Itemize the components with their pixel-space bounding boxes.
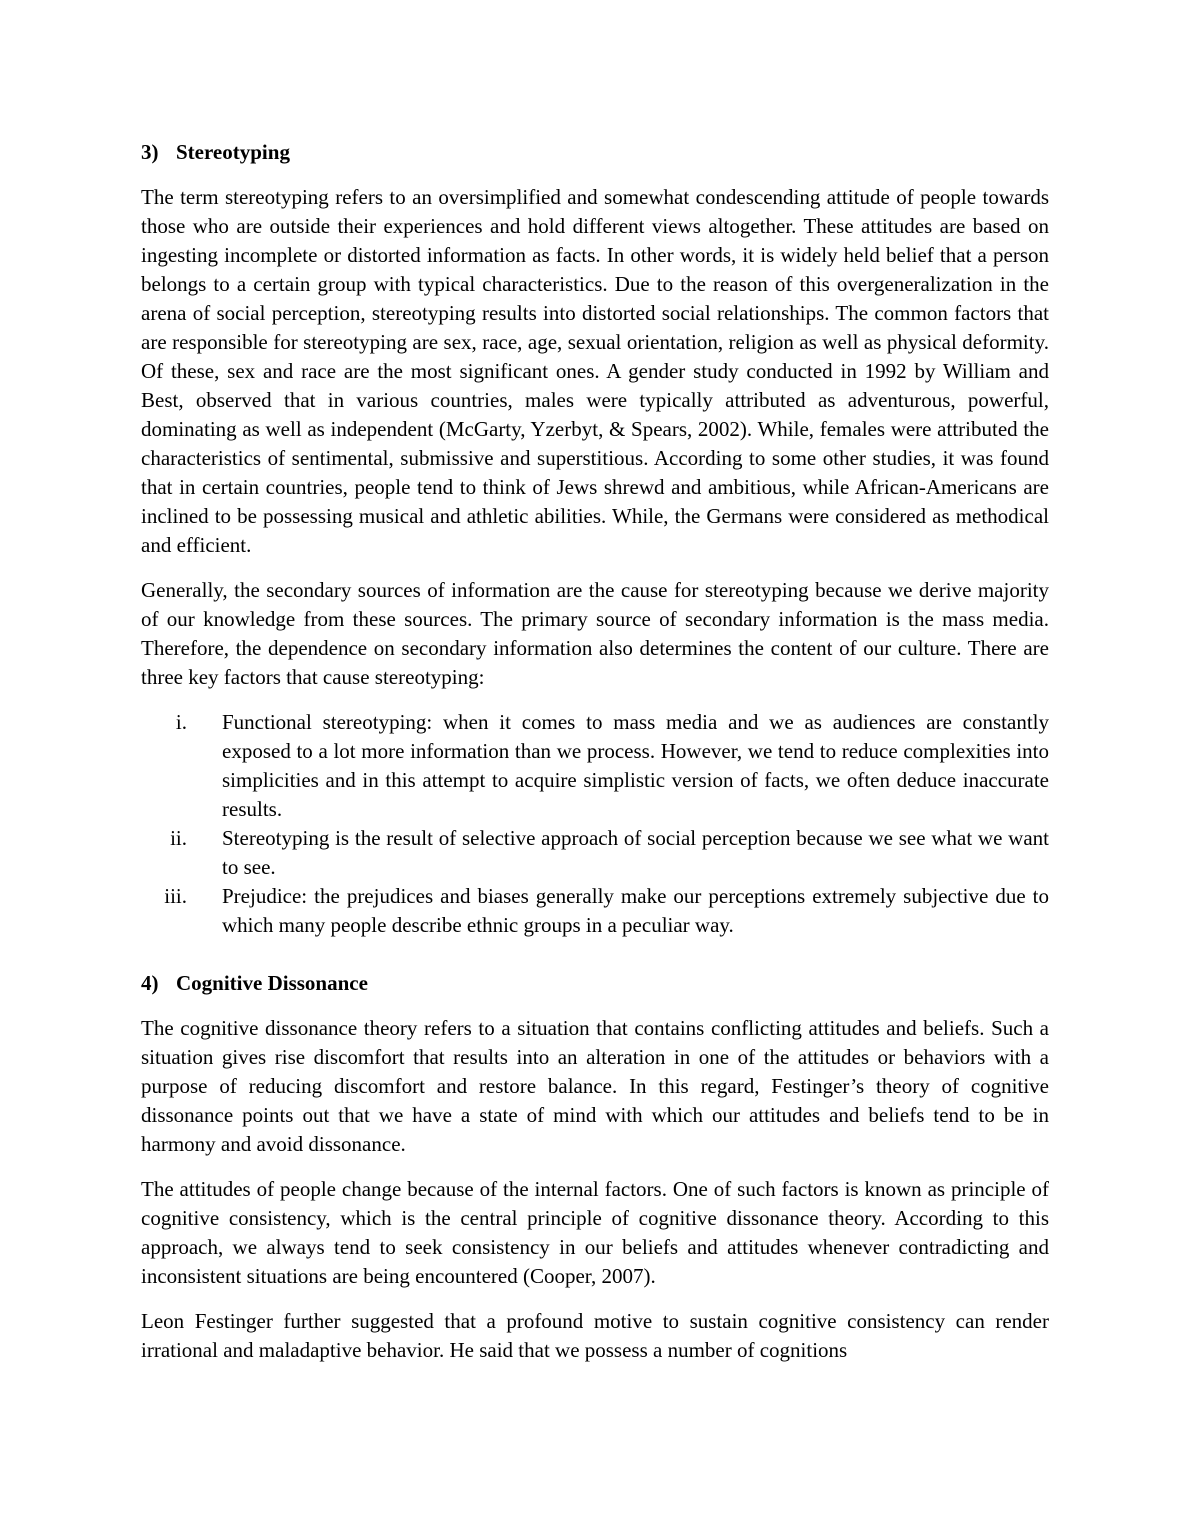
paragraph-dissonance-definition: The cognitive dissonance theory refers to a situation that contains conflicting attitudes and beliefs. Such a situation gives rise discomfort that results into an alteration in one of the attitudes or behaviors with a purpose of reducing discomfort and restore balance. In this regard, Festinger’s theory of cognitive dissonance points out that we have a state of mind with which our attitudes and beliefs tend to be in harmony and avoid dissonance.: [141, 1016, 1049, 1156]
list-marker: iii.: [164, 884, 187, 908]
paragraph-dissonance-consistency: The attitudes of people change because of the internal factors. One of such factors is known as principle of cognitive consistency, which is the central principle of cognitive dissonance theory. According to this approach, we always tend to seek consistency in our beliefs and attitudes whenever contradicting and inconsistent situations are being encountered (Cooper, 2007).: [141, 1177, 1049, 1288]
paragraph-dissonance-festinger: Leon Festinger further suggested that a profound motive to sustain cognitive consistency can render irrational and maladaptive behavior. He said that we possess a number of cognitions: [141, 1309, 1049, 1362]
section-number: 3): [141, 140, 159, 164]
list-item: [141, 708, 1049, 824]
paragraph-stereotyping-sources: Generally, the secondary sources of information are the cause for stereotyping because we derive majority of our knowledge from these sources. The primary source of secondary information is the mass media. Therefore, the dependence on secondary information also determines the content of our culture. There are three key factors that cause stereotyping:: [141, 578, 1049, 689]
paragraph-stereotyping-definition: The term stereotyping refers to an oversimplified and somewhat condescending attitude of people towards those who are outside their experiences and hold different views altogether. These attitudes are based on ingesting incomplete or distorted information as facts. In other words, it is widely held belief that a person belongs to a certain group with typical characteristics. Due to the reason of this overgeneralization in the arena of social perception, stereotyping results into distorted social relationships. The common factors that are responsible for stereotyping are sex, race, age, sexual orientation, religion as well as physical deformity. Of these, sex and race are the most significant ones. A gender study conducted in 1992 by William and Best, observed that in various countries, males were typically attributed as adventurous, powerful, dominating as well as independent (McGarty, Yzerbyt, & Spears, 2002). While, females were attributed the characteristics of sentimental, submissive and superstitious. According to some other studies, it was found that in certain countries, people tend to think of Jews shrewd and ambitious, while African-Americans are inclined to be possessing musical and athletic abilities. While, the Germans were considered as methodical and efficient.: [141, 185, 1049, 557]
stereotyping-factors-list: [141, 708, 1049, 940]
list-item-text: Prejudice: the prejudices and biases generally make our perceptions extremely subjective due to which many people describe ethnic groups in a peculiar way.: [222, 884, 1049, 937]
list-item-text: Stereotyping is the result of selective approach of social perception because we see what we want to see.: [222, 826, 1049, 879]
section-title: Stereotyping: [176, 140, 290, 164]
list-marker: i.: [175, 710, 187, 734]
section-title: Cognitive Dissonance: [176, 971, 368, 995]
list-item-text: Functional stereotyping: when it comes to mass media and we as audiences are constantly exposed to a lot more information than we process. However, we tend to reduce complexities into simplicities and in this attempt to acquire simplistic version of facts, we often deduce inaccurate results.: [222, 710, 1049, 821]
section-heading-stereotyping: [141, 138, 1049, 167]
list-marker: ii.: [170, 826, 187, 850]
document-page: [141, 138, 1049, 1381]
section-number: 4): [141, 971, 159, 995]
section-heading-cognitive-dissonance: [141, 969, 1049, 998]
list-item: [141, 824, 1049, 882]
spacer: [141, 940, 1049, 969]
list-item: [141, 882, 1049, 940]
